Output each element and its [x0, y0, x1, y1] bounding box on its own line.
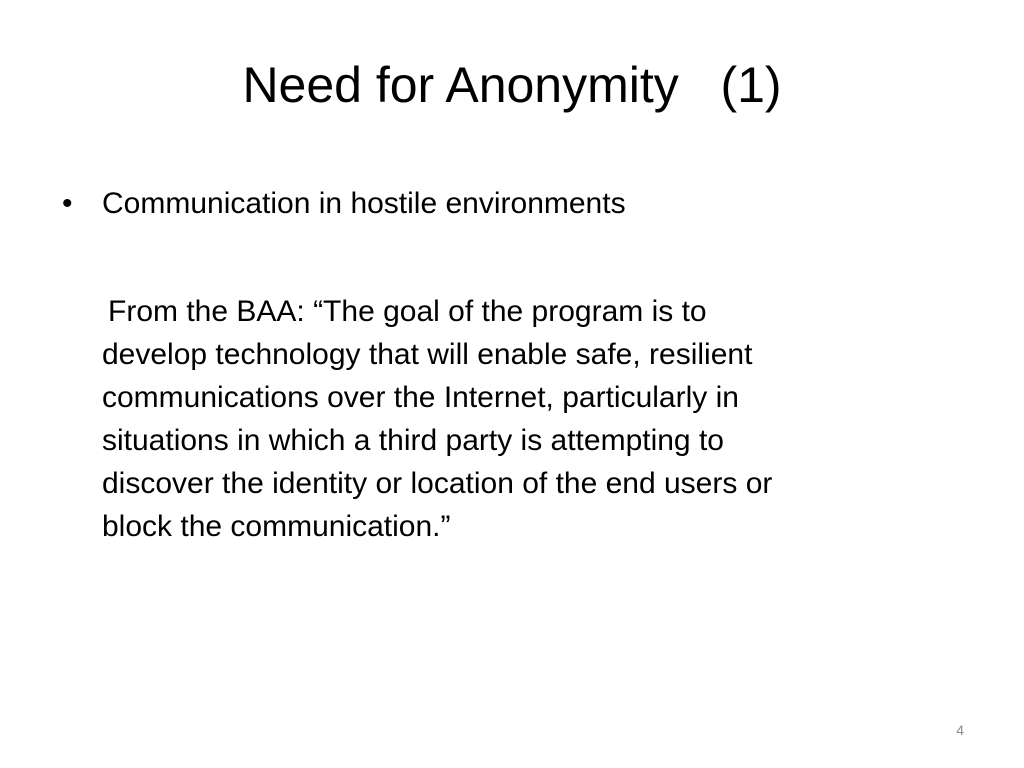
quote-paragraph — [102, 290, 962, 548]
slide-title: Need for Anonymity (1) — [242, 57, 782, 113]
quote-line: develop technology that will enable safe, resilient — [102, 338, 753, 371]
bullet-item — [62, 184, 626, 224]
quote-line: block the communication.” — [102, 510, 451, 543]
bullet-text: Communication in hostile environments — [102, 187, 626, 220]
bullet-marker: • — [62, 187, 73, 220]
quote-line: communications over the Internet, particularly in — [102, 381, 739, 414]
page-number: 4 — [956, 722, 964, 738]
quote-line: discover the identity or location of the end users or — [102, 467, 773, 500]
quote-line: From the BAA: “The goal of the program is to — [108, 295, 707, 328]
quote-line: situations in which a third party is attempting to — [102, 424, 724, 457]
